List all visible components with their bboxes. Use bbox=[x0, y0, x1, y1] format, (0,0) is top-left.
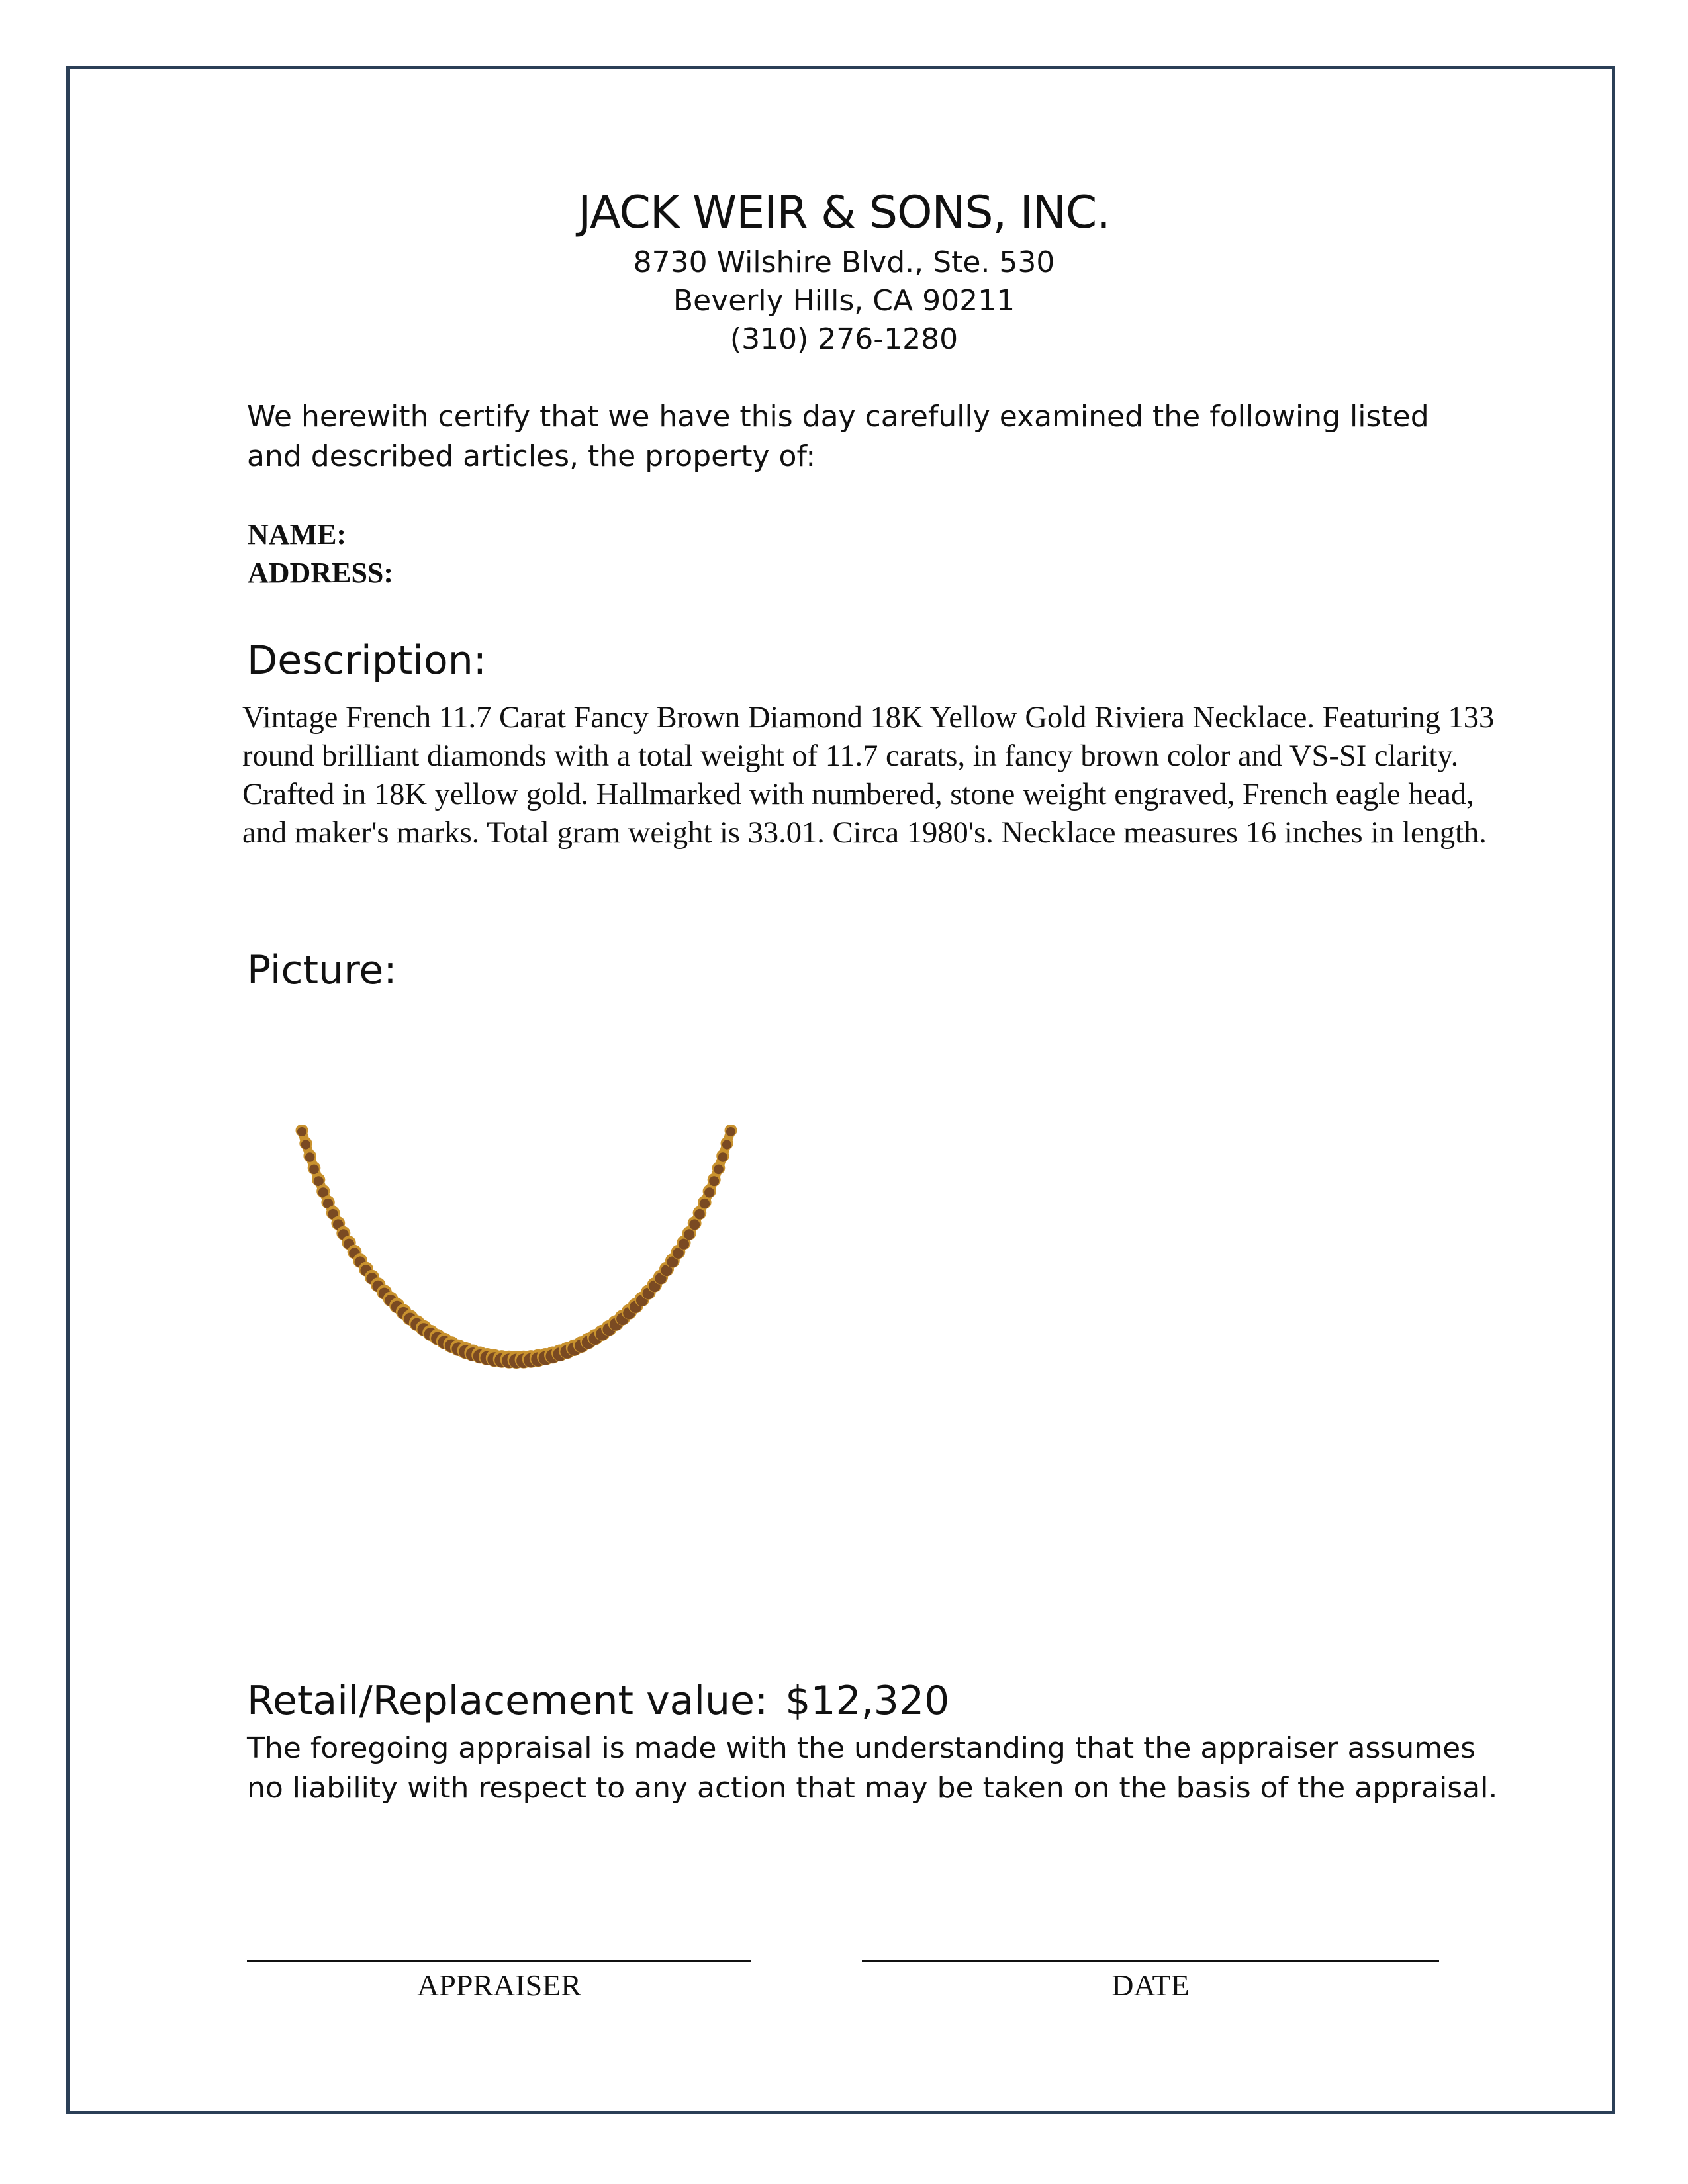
company-city-state: Beverly Hills, CA 90211 bbox=[673, 284, 1015, 318]
appraiser-label: APPRAISER bbox=[417, 1968, 581, 2002]
necklace-stones bbox=[296, 1125, 737, 1369]
necklace-diamond bbox=[700, 1199, 710, 1208]
date-label: DATE bbox=[1111, 1968, 1190, 2002]
necklace-diamond bbox=[704, 1187, 714, 1197]
certification-statement: We herewith certify that we have this day carefully examined the following listed and described articles, the property of: bbox=[247, 400, 1429, 473]
necklace-diamond bbox=[718, 1152, 727, 1161]
company-phone: (310) 276-1280 bbox=[729, 322, 959, 356]
owner-address-label: ADDRESS: bbox=[248, 557, 394, 589]
description-text: Vintage French 11.7 Carat Fancy Brown Diamond 18K Yellow Gold Riviera Necklace. Featuring 133 round brilliant diamonds with a total weight of 11.7 carats, in fancy brown color and VS-SI clarity. Crafted in 18K yellow gold. Hallmarked with numbered, stone weight engraved, French eagle head, and maker's marks. Total gram weight is 33.01. Circa 1980's. Necklace measures 16 inches in length. bbox=[242, 701, 1495, 850]
necklace-diamond bbox=[694, 1209, 705, 1220]
necklace-diamond bbox=[689, 1219, 700, 1230]
company-name: JACK WEIR & SONS, INC. bbox=[578, 187, 1110, 239]
necklace-diamond bbox=[722, 1140, 731, 1149]
company-street-address: 8730 Wilshire Blvd., Ste. 530 bbox=[633, 246, 1055, 279]
appraiser-signature-line bbox=[247, 1960, 751, 1962]
necklace-diamond bbox=[709, 1176, 719, 1186]
necklace-diamond bbox=[314, 1176, 324, 1186]
owner-name-label: NAME: bbox=[248, 518, 347, 551]
necklace-diamond bbox=[684, 1229, 694, 1240]
necklace-image bbox=[291, 1125, 741, 1403]
necklace-diamond bbox=[297, 1127, 306, 1136]
date-signature-line bbox=[862, 1960, 1439, 1962]
valuation-label: Retail/Replacement value: bbox=[247, 1678, 769, 1724]
necklace-diamond bbox=[301, 1140, 310, 1149]
necklace-diamond bbox=[679, 1239, 689, 1250]
necklace-diamond bbox=[714, 1165, 724, 1175]
picture-heading: Picture: bbox=[247, 947, 397, 993]
necklace-diamond bbox=[305, 1152, 314, 1161]
necklace-diamond bbox=[309, 1165, 319, 1175]
necklace-chain bbox=[302, 1130, 731, 1360]
valuation-amount: $12,320 bbox=[785, 1678, 950, 1724]
disclaimer-text: The foregoing appraisal is made with the understanding that the appraiser assumes no liability with respect to any action that may be taken on the basis of the appraisal. bbox=[247, 1731, 1498, 1805]
valuation bbox=[247, 1676, 949, 1726]
description-heading: Description: bbox=[247, 637, 487, 684]
necklace-diamond bbox=[726, 1127, 735, 1136]
